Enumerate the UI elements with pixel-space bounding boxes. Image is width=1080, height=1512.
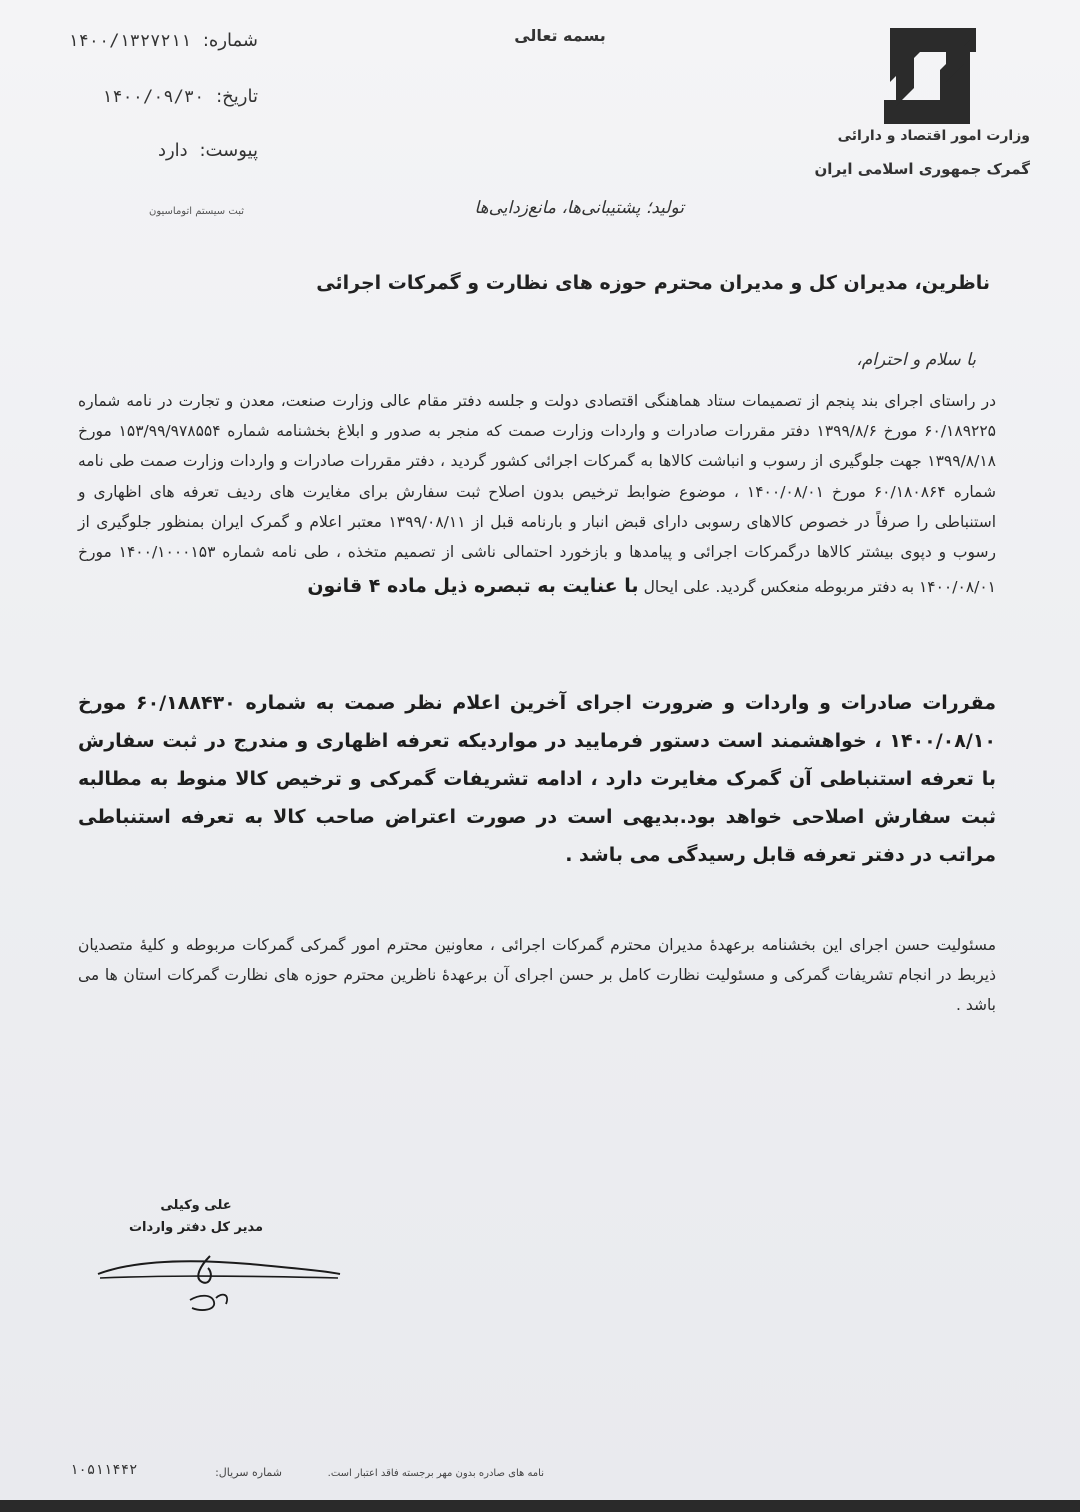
letter-number — [68, 30, 258, 51]
body-paragraph-3: مسئولیت حسن اجرای این بخشنامه برعهدهٔ مدیران محترم گمرکات اجرائی ، معاونین محترم امور گمرکی گمرکات مربوطه و کلیهٔ متصدیان ذیربط در انجام تشریفات گمرکی و مسئولیت نظارت کامل بر حسن اجرای آن برعهدهٔ ناظرین محترم حوزه های نظارت گمرکات استان ها می باشد . — [78, 936, 996, 1015]
date-label: تاریخ: — [216, 86, 258, 107]
customs-logo-icon — [880, 26, 980, 126]
copy-to-line: تولید؛ پشتیبانی‌ها، مانع‌زدایی‌ها — [474, 198, 684, 218]
number-label: شماره: — [202, 30, 258, 51]
serial-number-value: ۱۰۵۱۱۴۴۲ — [70, 1462, 138, 1478]
date-value: ۱۴۰۰/۰۹/۳۰ — [102, 87, 205, 107]
automation-registration: ثبت سیستم اتوماسیون — [148, 206, 244, 217]
signatory-name: علی وکیلی — [160, 1198, 232, 1213]
serial-number-label: شماره سریال: — [215, 1466, 282, 1479]
salutation: با سلام و احترام، — [856, 350, 976, 370]
attachment-label: پیوست: — [199, 140, 258, 161]
letter-date — [102, 86, 258, 107]
paragraph-1-text: در راستای اجرای بند پنجم از تصمیمات ستاد هماهنگی اقتصادی دولت و جلسه دفتر مقام عالی وزارت صنعت، معدن و تجارت در نامه شماره ۶۰/۱۸۹۲۲۵ مورخ ۱۳۹۹/۸/۶ دفتر مقررات صادرات و واردات وزارت صمت که منجر به صدور و ابلاغ بخشنامه شماره ۱۵۳/۹۹/۹۷۸۵۵۴ مورخ ۱۳۹۹/۸/۱۸ جهت جلوگیری از رسوب و انباشت کالاها به گمرکات اجرائی کشور گردید ، دفتر مقررات صادرات و واردات وزارت صمت طی نامه شماره ۶۰/۱۸۰۸۶۴ مورخ ۱۴۰۰/۰۸/۰۱ ، موضوع ضوابط ترخیص بدون اصلاح ثبت سفارش برای مغایرت های ردیف تعرفه های اظهاری و استنباطی را صرفاً در خصوص کالاهای رسوبی دارای قبض انبار و بارنامه قبل از ۱۳۹۹/۰۸/۱۱ معتبر اعلام و گمرک ایران بمنظور جلوگیری از رسوب و دپوی بیشتر کالاها درگمرکات اجرائی و پیامدها و بازخورد احتمالی ناشی از تصمیم متخذه ، طی نامه شماره ۱۴۰۰/۱۰۰۰۱۵۳ مورخ ۱۴۰۰/۰۸/۰۱ به دفتر مربوطه منعکس گردید. علی ایحال — [78, 392, 997, 597]
addressee: ناظرین، مدیران کل و مدیران محترم حوزه های نظارت و گمرکات اجرائی — [316, 272, 990, 294]
customs-name: گمرک جمهوری اسلامی ایران — [814, 160, 1030, 178]
attachment-value: دارد — [157, 140, 188, 161]
bottom-edge — [0, 1500, 1080, 1512]
handwritten-signature — [90, 1248, 350, 1318]
ministry-name: وزارت امور اقتصاد و دارائی — [837, 128, 1030, 144]
body-paragraph-2: مقررات صادرات و واردات و ضرورت اجرای آخرین اعلام نظر صمت به شماره ۶۰/۱۸۸۴۳۰ مورخ ۱۴۰۰/۰۸/۱۰ ، خواهشمند است دستور فرمایید در مواردیکه تعرفه اظهاری و مندرج در ثبت سفارش با تعرفه استنباطی آن گمرک مغایرت دارد ، ادامه تشریفات گمرکی و ترخیص کالا منوط به مطالبه ثبت سفارش اصلاحی خواهد بود.بدیهی است در صورت اعتراض صاحب کالا به تعرفه استنباطی مراتب در دفتر تعرفه قابل رسیدگی می باشد . — [78, 692, 997, 866]
footer-validity-note: نامه های صادره بدون مهر برجسته فاقد اعتبار است. — [327, 1468, 544, 1479]
number-value: ۱۴۰۰/۱۳۲۷۲۱۱ — [68, 31, 192, 51]
letter-attachment — [158, 140, 258, 161]
signatory-title: مدیر کل دفتر واردات — [128, 1220, 264, 1235]
paragraph-1-bold-tail: با عنایت به تبصره ذیل ماده ۴ قانون — [307, 575, 639, 598]
body-paragraph-1 — [78, 386, 996, 605]
basmala: بسمه تعالی — [514, 26, 606, 45]
